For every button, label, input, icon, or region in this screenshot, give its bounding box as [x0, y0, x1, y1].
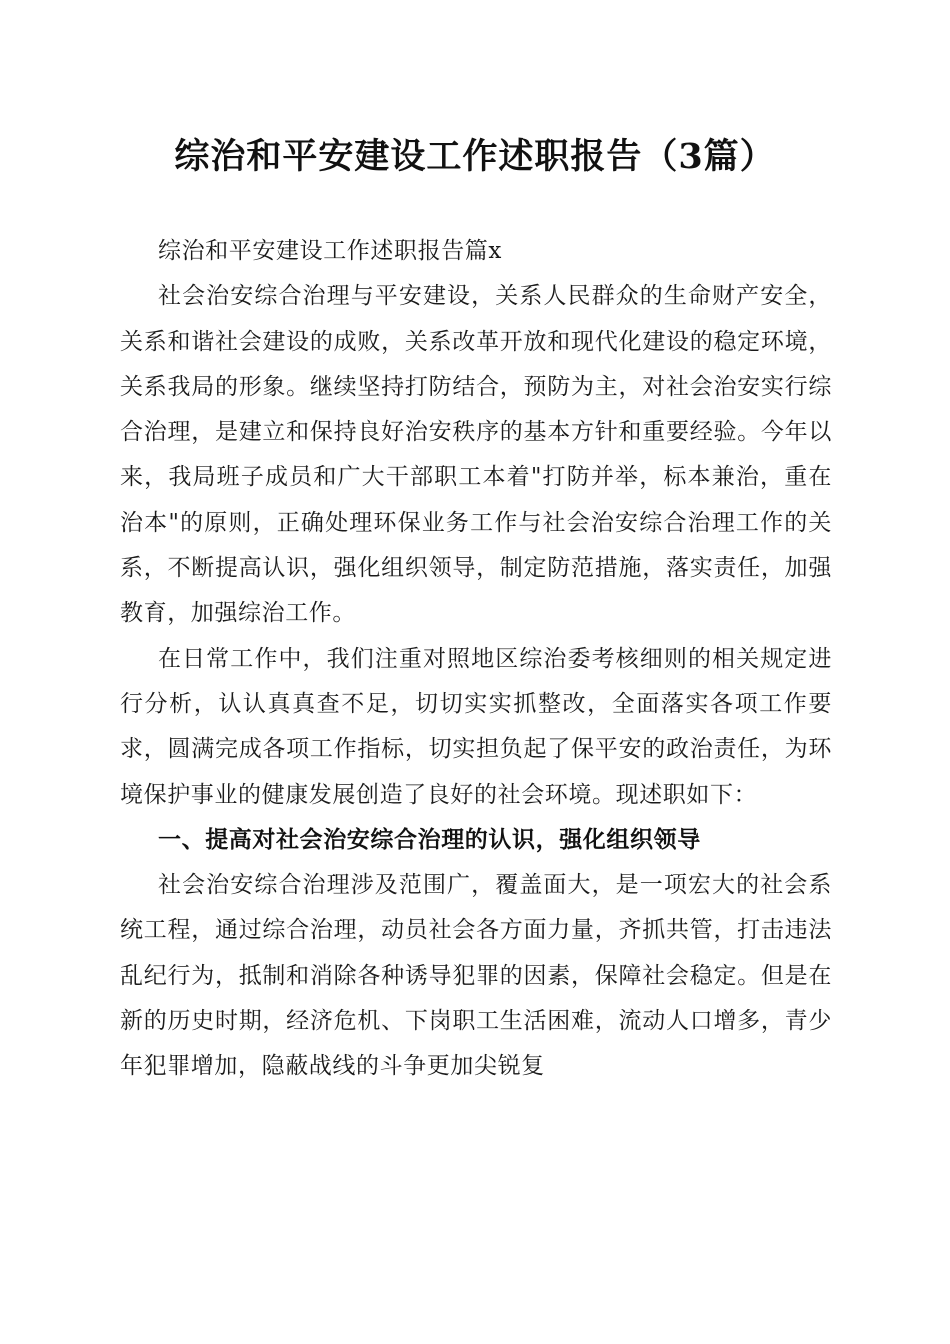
section-subtitle: 综治和平安建设工作述职报告篇x — [158, 238, 502, 264]
document-body — [120, 229, 832, 1090]
body-paragraph-section-1: 社会治安综合治理涉及范围广，覆盖面大，是一项宏大的社会系统工程，通过综合治理，动员社会各方面力量，齐抓共管，打击违法乱纪行为，抵制和消除各种诱导犯罪的因素，保障社会稳定。但是在新的历史时期，经济危机、下岗职工生活困难，流动人口增多，青少年犯罪增加，隐蔽战线的斗争更加尖锐复 — [120, 872, 832, 1080]
document-title: 综治和平安建设工作述职报告（3篇） — [174, 136, 776, 177]
section-heading-1: 一、提高对社会治安综合治理的认识，强化组织领导 — [158, 826, 701, 853]
body-paragraph-intro: 社会治安综合治理与平安建设，关系人民群众的生命财产安全，关系和谐社会建设的成败，关系改革开放和现代化建设的稳定环境，关系我局的形象。继续坚持打防结合，预防为主，对社会治安实行综合治理，是建立和保持良好治安秩序的基本方针和重要经验。今年以来，我局班子成员和广大干部职工本着"打防并举，标本兼治，重在治本"的原则，正确处理环保业务工作与社会治安综合治理工作的关系，不断提高认识，强化组织领导，制定防范措施，落实责任，加强教育，加强综治工作。 — [120, 283, 832, 627]
body-paragraph-summary: 在日常工作中，我们注重对照地区综治委考核细则的相关规定进行分析，认认真真查不足，切切实实抓整改，全面落实各项工作要求，圆满完成各项工作指标，切实担负起了保平安的政治责任，为环境保护事业的健康发展创造了良好的社会环境。现述职如下： — [120, 645, 832, 808]
